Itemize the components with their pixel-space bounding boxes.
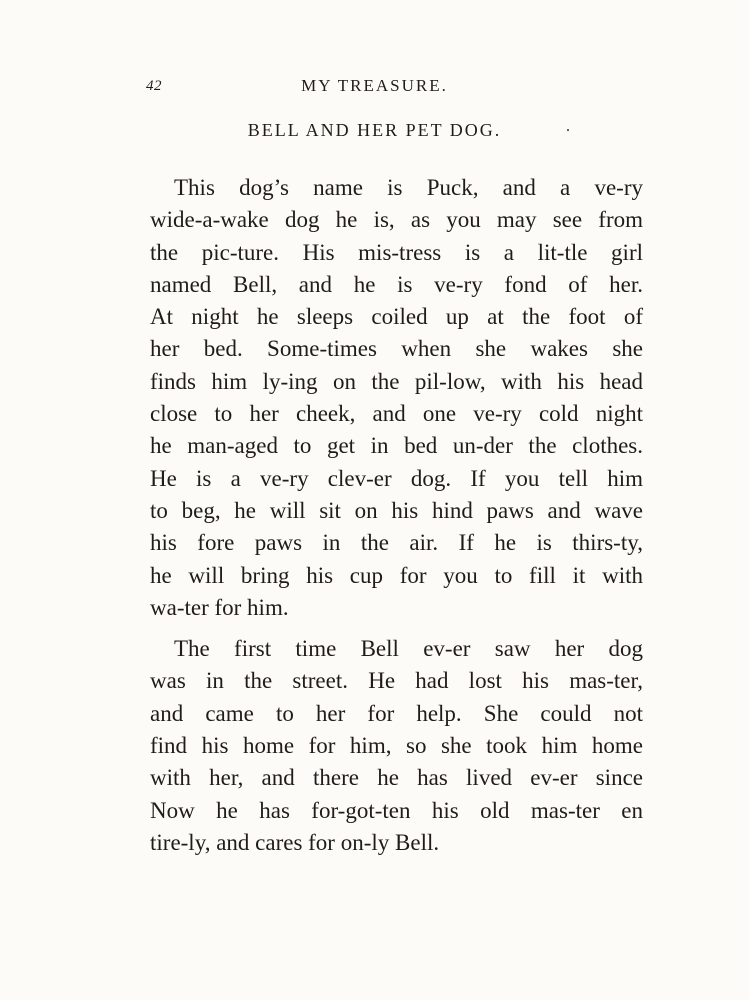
text-line: he man-aged to get in bed un-der the clothes. bbox=[150, 433, 643, 459]
text-line: Now he has for-got-ten his old mas-ter en bbox=[150, 797, 643, 823]
text-line: was in the street. He had lost his mas-ter, bbox=[150, 668, 643, 694]
text-line: with her, and there he has lived ev-er since bbox=[150, 765, 643, 791]
text-line: find his home for him, so she took him home bbox=[150, 733, 643, 759]
text-line: wa-ter for him. bbox=[150, 594, 289, 620]
running-title: MY TREASURE. bbox=[301, 76, 448, 95]
running-head bbox=[0, 76, 749, 100]
text-line: her bed. Some-times when she wakes she bbox=[150, 336, 643, 362]
body-text bbox=[150, 172, 643, 859]
text-line: he will bring his cup for you to fill it with bbox=[150, 562, 643, 588]
text-line: This dog’s name is Puck, and a ve-ry bbox=[174, 175, 643, 200]
paragraph-gap bbox=[150, 624, 643, 633]
page-number: 42 bbox=[146, 78, 162, 94]
text-line: The first time Bell ev-er saw her dog bbox=[174, 636, 643, 662]
paragraph-1 bbox=[150, 172, 643, 624]
text-line: his fore paws in the air. If he is thirs-ty, bbox=[150, 530, 643, 556]
text-line: to beg, he will sit on his hind paws and wave bbox=[150, 497, 643, 523]
text-line: close to her cheek, and one ve-ry cold night bbox=[150, 401, 643, 427]
text-line: and came to her for help. She could not bbox=[150, 700, 643, 726]
text-line: named Bell, and he is ve-ry fond of her. bbox=[150, 271, 643, 297]
text-line: He is a ve-ry clev-er dog. If you tell him bbox=[150, 465, 643, 491]
text-line: tire-ly, and cares for on-ly Bell. bbox=[150, 829, 440, 855]
paragraph-2 bbox=[150, 633, 643, 859]
chapter-mark: . bbox=[566, 118, 570, 135]
text-line: the pic-ture. His mis-tress is a lit-tle girl bbox=[150, 239, 643, 265]
text-line: wide-a-wake dog he is, as you may see from bbox=[150, 207, 643, 233]
text-line: finds him ly-ing on the pil-low, with his head bbox=[150, 368, 643, 394]
text-line: At night he sleeps coiled up at the foot of bbox=[150, 304, 643, 330]
chapter-title: BELL AND HER PET DOG. bbox=[247, 120, 502, 140]
